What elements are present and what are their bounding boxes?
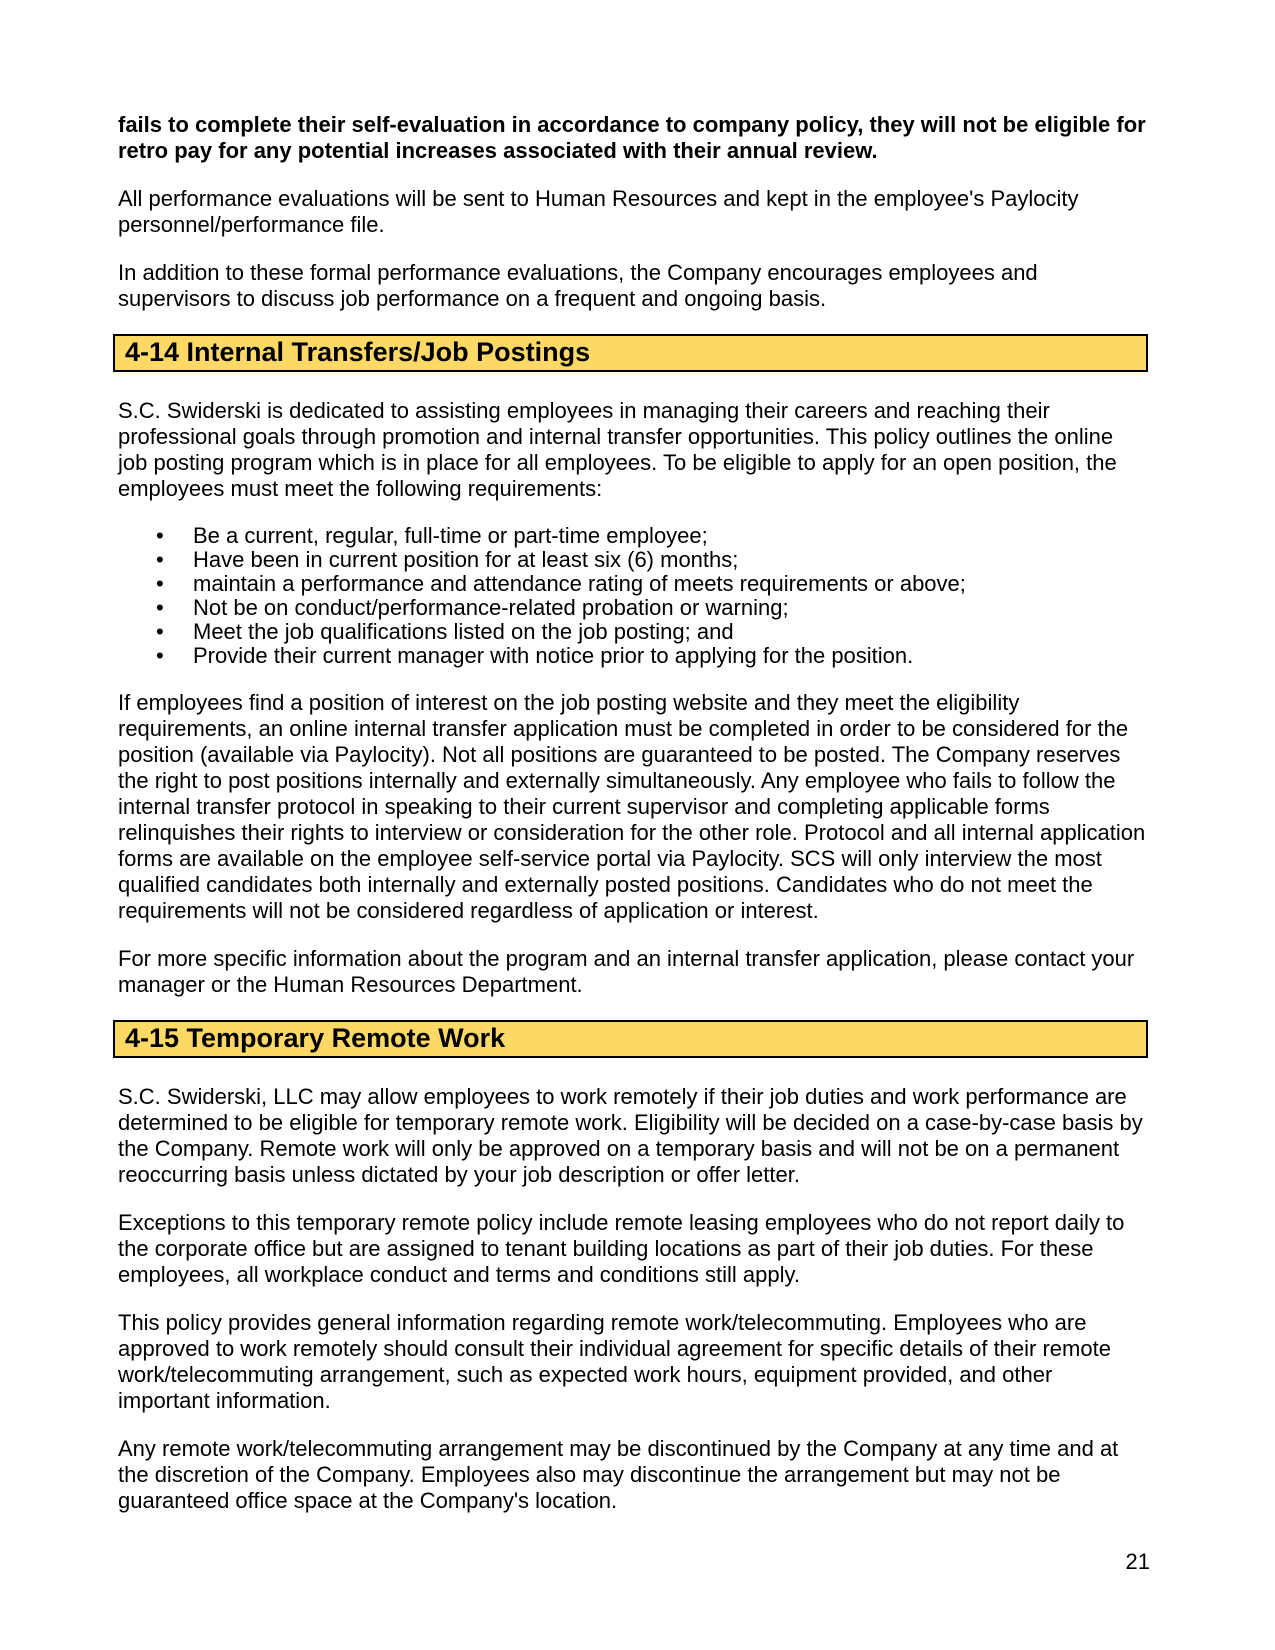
paragraph-formal-evaluations: In addition to these formal performance evaluations, the Company encourages employees and supervisors to discuss job performance on a frequent and ongoing basis. [118, 260, 1038, 311]
paragraph-remote-work-policy-info: This policy provides general information regarding remote work/telecommuting. Employees who are approved to work remotely should consult their individual agreement for specific details of their remote work/telecommuting arrangement, such as expected work hours, equipment provided, and other important information. [118, 1310, 1111, 1413]
list-item: • Not be on conduct/performance-related probation or warning; [118, 596, 1148, 620]
paragraph-remote-work-eligibility: S.C. Swiderski, LLC may allow employees to work remotely if their job duties and work performance are determined to be eligible for temporary remote work. Eligibility will be decided on a case-by-case basis by the Company. Remote work will only be approved on a temporary basis and will not be on a permanent reoccurring basis unless dictated by your job description or offer letter. [118, 1084, 1143, 1187]
requirements-list [118, 524, 1148, 668]
paragraph-remote-work-discontinue: Any remote work/telecommuting arrangement may be discontinued by the Company at any time and at the discretion of the Company. Employees also may discontinue the arrangement but may not be guaranteed office space at the Company's location. [118, 1436, 1119, 1513]
page-number: 21 [1125, 1549, 1150, 1574]
paragraph-performance-evaluations: All performance evaluations will be sent to Human Resources and kept in the employee's Paylocity personnel/performance file. [118, 186, 1079, 237]
list-item: • Provide their current manager with notice prior to applying for the position. [118, 644, 1148, 668]
section-heading-4-14-internal-transfers: 4-14 Internal Transfers/Job Postings [113, 334, 1148, 372]
list-item: • Be a current, regular, full-time or part-time employee; [118, 524, 1148, 548]
paragraph-internal-transfers-intro: S.C. Swiderski is dedicated to assisting employees in managing their careers and reaching their professional goals through promotion and internal transfer opportunities. This policy outlines the online job posting program which is in place for all employees. To be eligible to apply for an open position, the employees must meet the following requirements: [118, 398, 1117, 501]
list-item: • Have been in current position for at least six (6) months; [118, 548, 1148, 572]
paragraph-more-information: For more specific information about the program and an internal transfer application, please contact your manager or the Human Resources Department. [118, 946, 1135, 997]
list-item: • Meet the job qualifications listed on the job posting; and [118, 620, 1148, 644]
page-content [118, 112, 1148, 1536]
section-heading-4-15-temporary-remote-work: 4-15 Temporary Remote Work [113, 1020, 1148, 1058]
paragraph-remote-work-exceptions: Exceptions to this temporary remote policy include remote leasing employees who do not report daily to the corporate office but are assigned to tenant building locations as part of their job duties. For these employees, all workplace conduct and terms and conditions still apply. [118, 1210, 1125, 1287]
paragraph-job-posting-details: If employees find a position of interest on the job posting website and they meet the eligibility requirements, an online internal transfer application must be completed in order to be considered for the position (available via Paylocity). Not all positions are guaranteed to be posted. The Company reserves the right to post positions internally and externally simultaneously. Any employee who fails to follow the internal transfer protocol in speaking to their current supervisor and completing applicable forms relinquishes their rights to interview or consideration for the other role. Protocol and all internal application forms are available on the employee self-service portal via Paylocity. SCS will only interview the most qualified candidates both internally and externally posted positions. Candidates who do not meet the requirements will not be considered regardless of application or interest. [118, 690, 1146, 923]
continuation-paragraph-bold: fails to complete their self-evaluation in accordance to company policy, they will not be eligible for retro pay for any potential increases associated with their annual review. [118, 112, 1146, 163]
list-item: • maintain a performance and attendance rating of meets requirements or above; [118, 572, 1148, 596]
